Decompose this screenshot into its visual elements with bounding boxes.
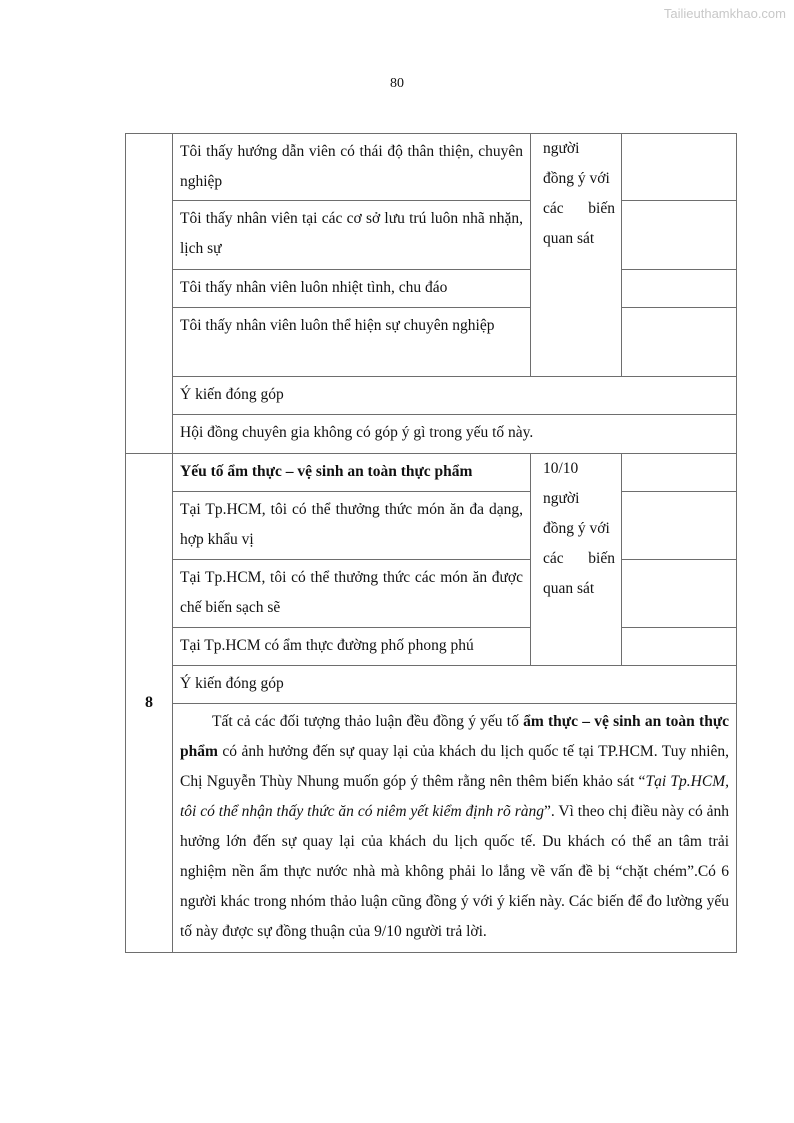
table-row	[126, 492, 737, 560]
section-7-number-cell	[126, 134, 173, 454]
result-line: 10/10	[543, 460, 579, 477]
table-row	[126, 560, 737, 628]
result-line: đồng ý với	[543, 170, 610, 187]
item-cell: Tại Tp.HCM, tôi có thể thưởng thức món ăn đa dạng, hợp khẩu vị	[173, 492, 531, 560]
table-row	[126, 134, 737, 201]
comment-cell	[173, 704, 737, 953]
table-row	[126, 704, 737, 953]
table-row	[126, 666, 737, 704]
comment-label: Ý kiến đóng góp	[173, 666, 737, 704]
table-row	[126, 377, 737, 415]
result-line: quan sát	[543, 580, 595, 597]
comment-label: Ý kiến đóng góp	[173, 377, 737, 415]
result-line: các biến	[543, 550, 615, 567]
table-row	[126, 270, 737, 308]
item-cell: Tôi thấy nhân viên tại các cơ sở lưu trú luôn nhã nhặn, lịch sự	[173, 201, 531, 270]
empty-cell	[622, 134, 737, 201]
comment-paragraph	[173, 704, 736, 952]
comment-text: ”. Vì theo chị điều này có ảnh hưởng lớn đến sự quay lại của khách du lịch quốc tế. Du khách có thể an tâm trải nghiệm nền ẩm thực nước nhà mà không phải lo lắng về vấn đề bị “chặt chém”.Có 6 người khác trong nhóm thảo luận cũng đồng ý với ý kiến này. Các biến để đo lường yếu tố này được sự đồng thuận của 9/10 người trả lời.	[180, 803, 729, 940]
table-row	[126, 628, 737, 666]
watermark: Tailieuthamkhao.com	[663, 6, 786, 21]
result-line: người	[543, 490, 580, 507]
item-cell: Tại Tp.HCM có ẩm thực đường phố phong phú	[173, 628, 531, 666]
table-row	[126, 415, 737, 454]
empty-cell	[622, 492, 737, 560]
result-line: người	[543, 140, 580, 157]
result-line: các biến	[543, 200, 615, 217]
empty-cell	[622, 270, 737, 308]
result-line: quan sát	[543, 230, 595, 247]
result-line: đồng ý với	[543, 520, 610, 537]
empty-cell	[622, 308, 737, 377]
criteria-table	[125, 133, 737, 953]
item-cell: Tôi thấy nhân viên luôn nhiệt tình, chu đáo	[173, 270, 531, 308]
result-cell	[531, 134, 622, 377]
comment-bold: ẩm thực – vệ sinh an toàn thực phẩm	[180, 713, 730, 760]
comment-text: Hội đồng chuyên gia không có góp ý gì trong yếu tố này.	[173, 415, 737, 454]
table-row	[126, 308, 737, 377]
section-number: 8	[126, 454, 173, 953]
empty-cell	[622, 201, 737, 270]
comment-text: có ảnh hưởng đến sự quay lại của khách du lịch quốc tế tại TP.HCM. Tuy nhiên, Chị Nguyễn Thùy Nhung muốn góp ý thêm rằng nên thêm biến khảo sát “	[180, 743, 729, 790]
table-row	[126, 454, 737, 492]
comment-italic: Tại Tp.HCM, tôi có thể nhận thấy thức ăn có niêm yết kiểm định rõ ràng	[180, 773, 729, 820]
comment-text: Tất cả các đối tượng thảo luận đều đồng ý yếu tố	[212, 713, 524, 730]
result-cell	[531, 454, 622, 666]
table-row	[126, 201, 737, 270]
empty-cell	[622, 628, 737, 666]
item-cell: Tôi thấy nhân viên luôn thể hiện sự chuyên nghiệp	[173, 308, 531, 377]
empty-cell	[622, 454, 737, 492]
section-title-text: Yếu tố ẩm thực – vệ sinh an toàn thực phẩm	[180, 463, 473, 480]
item-cell: Tôi thấy hướng dẫn viên có thái độ thân thiện, chuyên nghiệp	[173, 134, 531, 201]
empty-cell	[622, 560, 737, 628]
section-title	[173, 454, 531, 492]
item-cell: Tại Tp.HCM, tôi có thể thưởng thức các món ăn được chế biến sạch sẽ	[173, 560, 531, 628]
page-number: 80	[390, 76, 404, 91]
